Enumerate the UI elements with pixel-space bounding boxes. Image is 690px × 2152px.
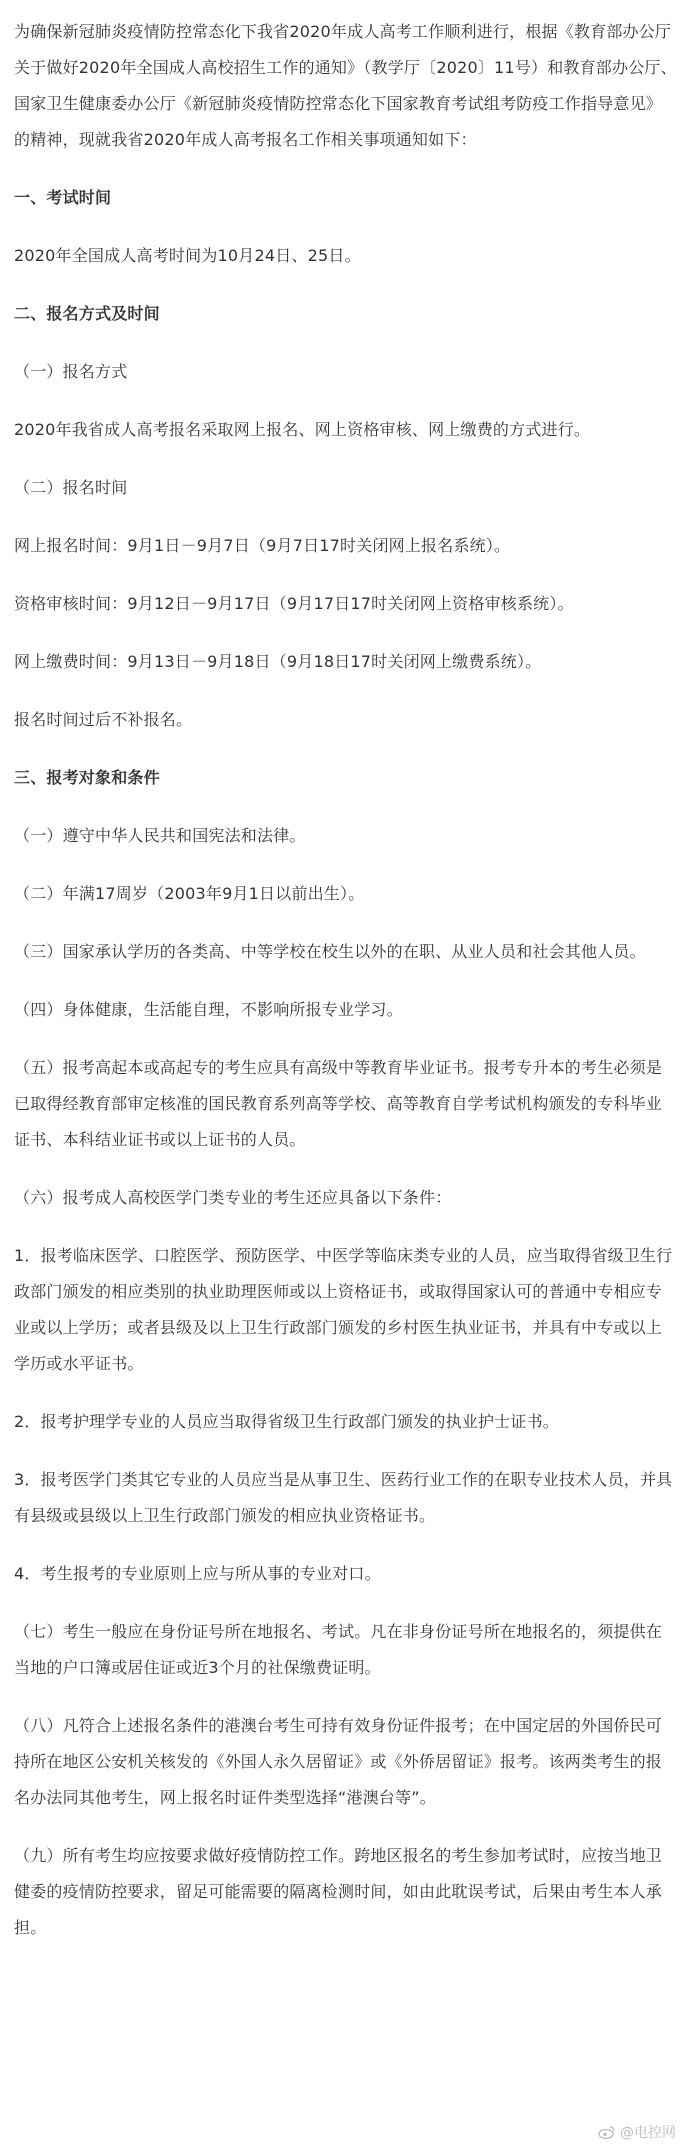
medical-condition-3: 3．报考医学门类其它专业的人员应当是从事卫生、医药行业工作的在职专业技术人员，并具有县级或县级以上卫生行政部门颁发的相应执业资格证书。	[14, 1470, 673, 1525]
condition-item-1: （一）遵守中华人民共和国宪法和法律。	[14, 826, 306, 845]
section-1-body: 2020年全国成人高考时间为10月24日、25日。	[14, 246, 361, 265]
notice-document	[14, 14, 678, 1946]
signup-time-line: 网上报名时间：9月1日－9月7日（9月7日17时关闭网上报名系统）。	[14, 536, 511, 555]
section-2-sub1-title: （一）报名方式	[14, 362, 128, 381]
condition-item-5: （五）报考高起本或高起专的考生应具有高级中等教育毕业证书。报考专升本的考生必须是已取得经教育部审定核准的国民教育系列高等学校、高等教育自学考试机构颁发的专科毕业证书、本科结业证书或以上证书的人员。	[14, 1058, 663, 1149]
condition-item-9: （九）所有考生均应按要求做好疫情防控工作。跨地区报名的考生参加考试时，应按当地卫健委的疫情防控要求，留足可能需要的隔离检测时间，如由此耽误考试，后果由考生本人承担。	[14, 1846, 663, 1937]
section-1-title: 一、考试时间	[14, 188, 112, 207]
section-2-sub1-body: 2020年我省成人高考报名采取网上报名、网上资格审核、网上缴费的方式进行。	[14, 420, 591, 439]
payment-time-line: 网上缴费时间：9月13日－9月18日（9月18日17时关闭网上缴费系统）。	[14, 652, 542, 671]
watermark-text: @电控网	[620, 2125, 676, 2141]
condition-item-6: （六）报考成人高校医学门类专业的考生还应具备以下条件：	[14, 1188, 452, 1207]
section-2-title: 二、报名方式及时间	[14, 304, 160, 323]
condition-item-3: （三）国家承认学历的各类高、中等学校在校生以外的在职、从业人员和社会其他人员。	[14, 942, 646, 961]
source-watermark	[598, 2122, 676, 2142]
section-3-title: 三、报考对象和条件	[14, 768, 160, 787]
medical-condition-1: 1．报考临床医学、口腔医学、预防医学、中医学等临床类专业的人员，应当取得省级卫生行政部门颁发的相应类别的执业助理医师或以上资格证书，或取得国家认可的普通中专相应专业或以上学历；或者县级及以上卫生行政部门颁发的乡村医生执业证书，并具有中专或以上学历或水平证书。	[14, 1246, 673, 1373]
intro-paragraph: 为确保新冠肺炎疫情防控常态化下我省2020年成人高考工作顺利进行，根据《教育部办公厅关于做好2020年全国成人高校招生工作的通知》（教学厅〔2020〕11号）和教育部办公厅、国家卫生健康委办公厅《新冠肺炎疫情防控常态化下国家教育考试组考防疫工作指导意见》的精神，现就我省2020年成人高考报名工作相关事项通知如下：	[14, 22, 677, 149]
condition-item-4: （四）身体健康，生活能自理，不影响所报专业学习。	[14, 1000, 403, 1019]
condition-item-8: （八）凡符合上述报名条件的港澳台考生可持有效身份证件报考；在中国定居的外国侨民可持所在地区公安机关核发的《外国人永久居留证》或《外侨居留证》报考。该两类考生的报名办法同其他考生，网上报名时证件类型选择“港澳台等”。	[14, 1716, 663, 1807]
condition-item-2: （二）年满17周岁（2003年9月1日以前出生）。	[14, 884, 365, 903]
late-signup-note: 报名时间过后不补报名。	[14, 710, 193, 729]
review-time-line: 资格审核时间：9月12日－9月17日（9月17日17时关闭网上资格审核系统）。	[14, 594, 574, 613]
condition-item-7: （七）考生一般应在身份证号所在地报名、考试。凡在非身份证号所在地报名的，须提供在当地的户口簿或居住证或近3个月的社保缴费证明。	[14, 1622, 663, 1677]
medical-condition-2: 2．报考护理学专业的人员应当取得省级卫生行政部门颁发的执业护士证书。	[14, 1412, 559, 1431]
medical-condition-4: 4．考生报考的专业原则上应与所从事的专业对口。	[14, 1564, 381, 1583]
weibo-logo-icon	[598, 2125, 616, 2139]
section-2-sub2-title: （二）报名时间	[14, 478, 128, 497]
